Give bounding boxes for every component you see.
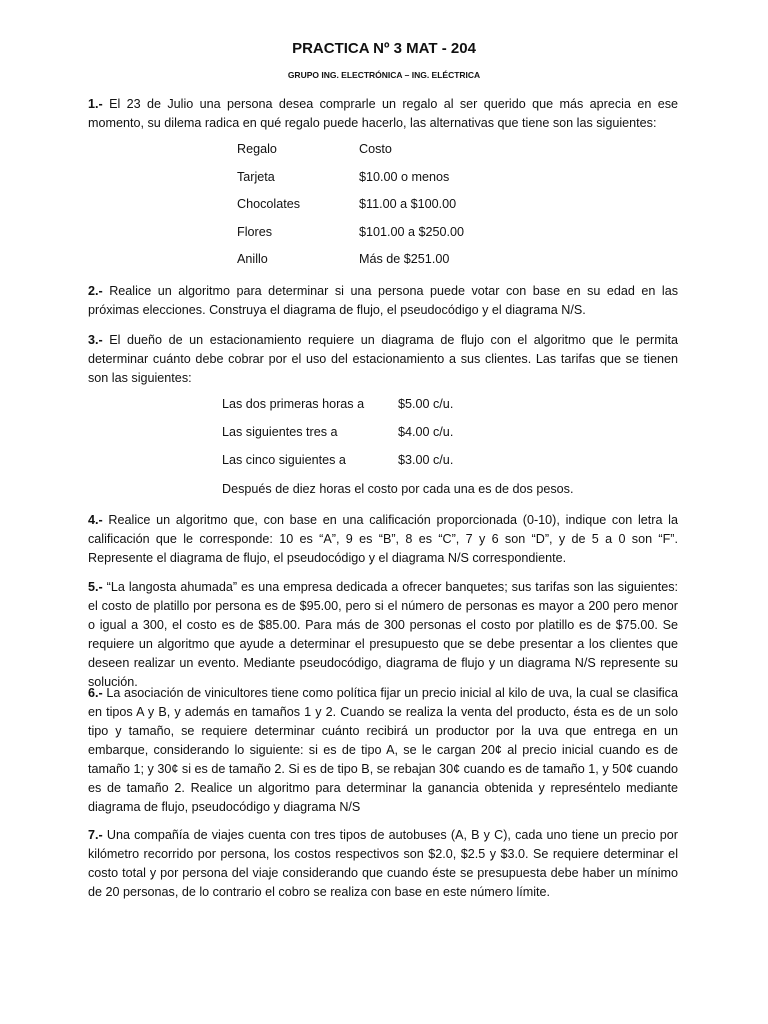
table-row (237, 170, 509, 198)
problem-number: 4.- (88, 513, 103, 527)
problem-number: 6.- (88, 686, 103, 700)
table-cell: Costo (359, 142, 392, 156)
parking-note: Después de diez horas el costo por cada una es de dos pesos. (222, 482, 574, 496)
problem-2 (88, 282, 678, 320)
problem-text: Realice un algoritmo que, con base en una calificación proporcionada (0-10), indique con letra la calificación que le corresponde: 10 es “A”, 9 es “B”, 8 es “C”, 7 y 6 son “D”, y de 5 a 0 son “F”. Represente el diagrama de flujo, el pseudocódigo y el diagrama N/S correspondiente. (88, 513, 678, 565)
table-cell: Las dos primeras horas a (222, 397, 365, 411)
table-cell: $101.00 a $250.00 (359, 224, 465, 239)
table-row (222, 397, 453, 425)
problem-number: 1.- (88, 97, 103, 111)
table-cell: $5.00 c/u. (398, 397, 454, 411)
table-cell: $11.00 a $100.00 (359, 197, 457, 212)
table-cell: Anillo (237, 252, 268, 267)
problem-5 (88, 578, 678, 692)
table-row (237, 225, 509, 253)
problem-text: El 23 de Julio una persona desea comprarle un regalo al ser querido que más aprecia en ese momento, su dilema radica en qué regalo puede hacerlo, las alternativas que tiene son las siguientes: (88, 97, 678, 130)
parking-rates-table (222, 397, 453, 481)
table-cell: Más de $251.00 (359, 252, 450, 267)
problem-number: 3.- (88, 333, 103, 347)
problem-number: 5.- (88, 580, 103, 594)
table-cell: Regalo (237, 142, 277, 156)
table-cell: $10.00 o menos (359, 169, 450, 184)
table-row (237, 252, 509, 280)
problem-text: Una compañía de viajes cuenta con tres tipos de autobuses (A, B y C), cada uno tiene un precio por kilómetro recorrido por persona, los costos respectivos son $2.0, $2.5 y $3.0. Se requiere determinar el costo total y por persona del viaje considerando que cuando éste se presupuesta debe haber un mínimo de 20 personas, de lo contrario el cobro se realiza con base en este número límite. (88, 828, 678, 899)
problem-6 (88, 684, 678, 817)
problem-text: El dueño de un estacionamiento requiere un diagrama de flujo con el algoritmo que le permita determinar cuánto debe cobrar por el uso del estacionamiento a sus clientes. Las tarifas que se tienen son las siguientes: (88, 333, 678, 385)
problem-text: “La langosta ahumada” es una empresa dedicada a ofrecer banquetes; sus tarifas son las siguientes: el costo de platillo por persona es de $95.00, pero si el número de personas es mayor a 200 pero menor o igual a 300, el costo es de $85.00. Para más de 300 personas el costo por platillo es de $75.00. Se requiere un algoritmo que ayude a determinar el presupuesto que se debe presentar a los clientes que deseen realizar un evento. Mediante pseudocódigo, diagrama de flujo y un diagrama N/S represente su solución. (88, 580, 678, 689)
problem-number: 7.- (88, 828, 103, 842)
page-title: PRACTICA Nº 3 MAT - 204 (292, 40, 476, 57)
problem-number: 2.- (88, 284, 103, 298)
table-cell: $3.00 c/u. (398, 453, 454, 467)
problem-text: Realice un algoritmo para determinar si una persona puede votar con base en su edad en las próximas elecciones. Construya el diagrama de flujo, el pseudocódigo y el diagrama N/S. (88, 284, 678, 317)
table-cell: Las cinco siguientes a (222, 453, 346, 467)
table-cell: $4.00 c/u. (398, 425, 454, 439)
problem-7 (88, 826, 678, 902)
table-row (222, 425, 453, 453)
table-cell: Tarjeta (237, 169, 275, 184)
table-row (222, 453, 453, 481)
table-cell: Flores (237, 224, 272, 239)
table-cell: Chocolates (237, 197, 301, 212)
table-cell: Las siguientes tres a (222, 425, 338, 439)
problem-4 (88, 511, 678, 568)
table-row (237, 142, 509, 170)
table-row (237, 197, 509, 225)
problem-3 (88, 331, 678, 388)
page-subtitle: GRUPO ING. ELECTRÓNICA – ING. ELÉCTRICA (287, 70, 481, 80)
problem-1 (88, 95, 678, 133)
problem-text: La asociación de vinicultores tiene como política fijar un precio inicial al kilo de uva, la cual se clasifica en tipos A y B, y además en tamaños 1 y 2. Cuando se realiza la venta del producto, ésta es de un solo tipo y tamaño, se requiere determinar cuánto recibirá un productor por la uva que entrega en un embarque, considerando lo siguiente: si es de tipo A, se le cargan 20¢ al precio inicial cuando es de tamaño 1; y 30¢ si es de tamaño 2. Si es de tipo B, se rebajan 30¢ cuando es de tamaño 1, y 50¢ cuando es de tamaño 2. Realice un algoritmo para determinar la ganancia obtenida y represéntelo mediante diagrama de flujo, pseudocódigo y diagrama N/S (88, 686, 678, 814)
gift-table (237, 142, 509, 280)
